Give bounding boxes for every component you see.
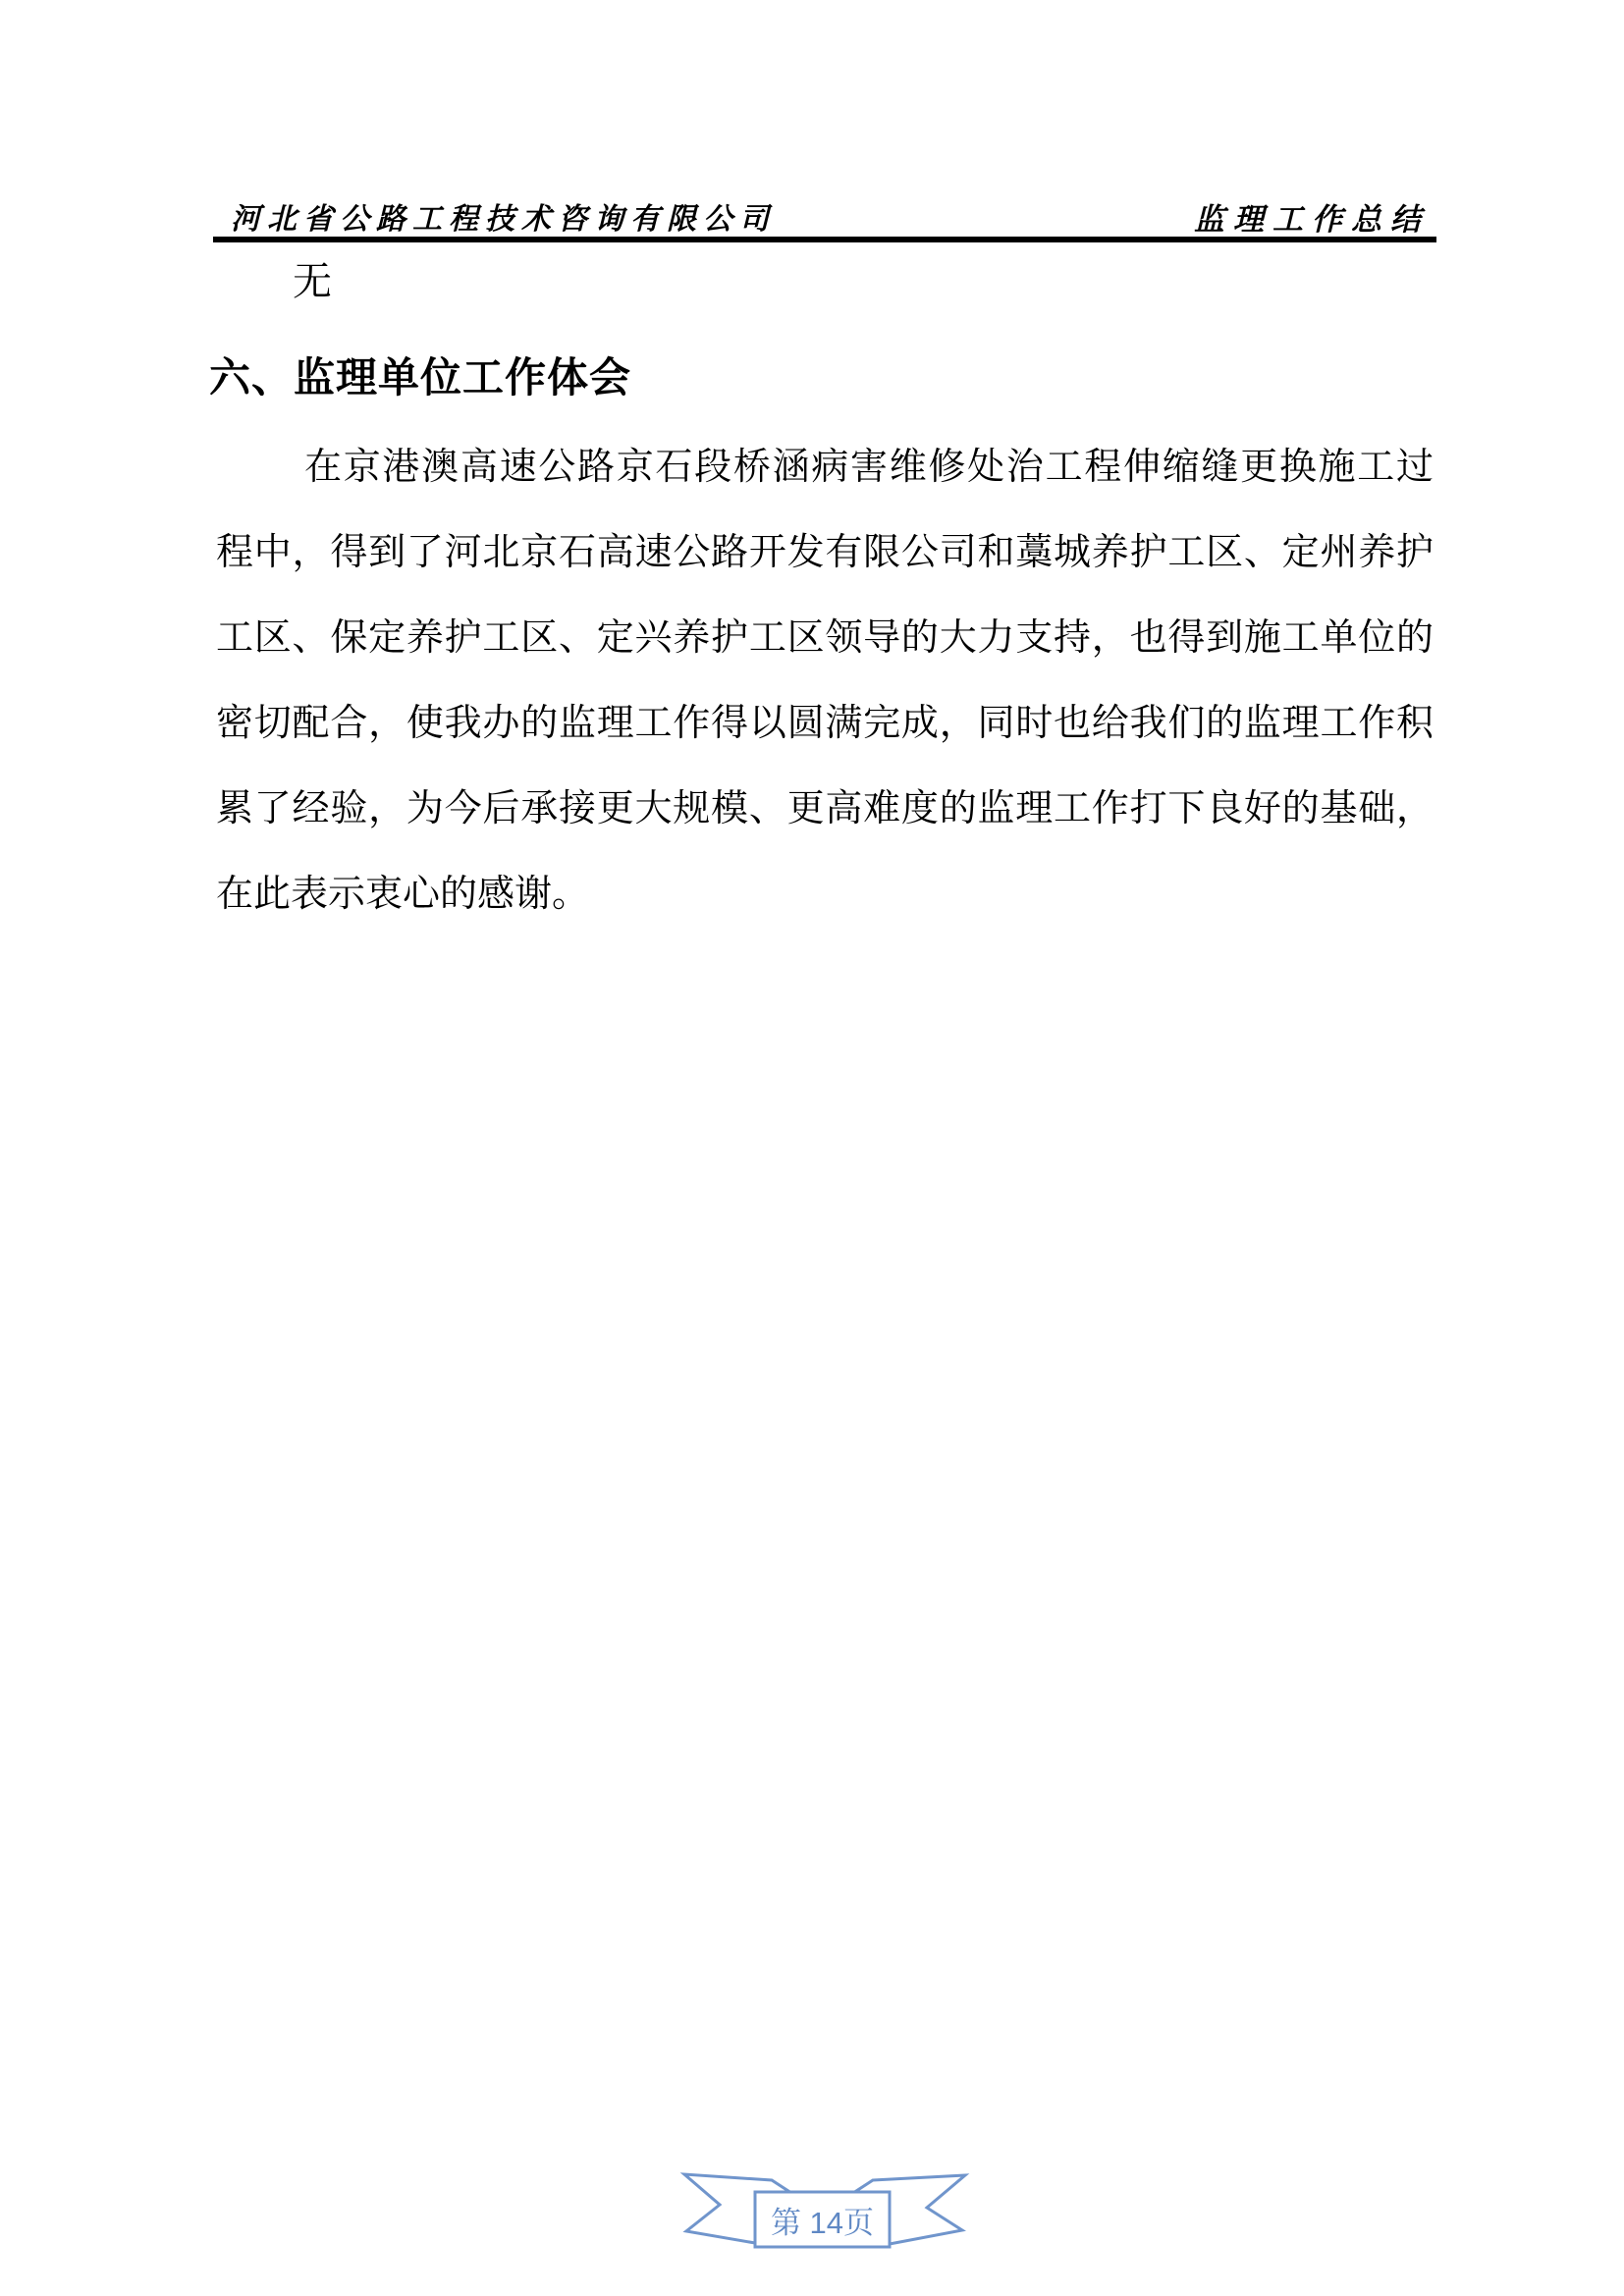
header-company-name: 河北省公路工程技术咨询有限公司	[231, 203, 776, 236]
paragraph-line: 程中，得到了河北京石高速公路开发有限公司和藁城养护工区、定州养护	[216, 532, 1434, 573]
section-heading: 六、监理单位工作体会	[209, 354, 632, 400]
page-number-label: 第 14页	[770, 2206, 875, 2240]
paragraph-line: 密切配合，使我办的监理工作得以圆满完成，同时也给我们的监理工作积	[216, 703, 1434, 744]
body-paragraph	[216, 425, 1434, 937]
header-double-rule	[213, 237, 1436, 242]
answer-none-text: 无	[293, 259, 332, 303]
paragraph-line: 在此表示衷心的感谢。	[216, 874, 590, 915]
paragraph-line: 在京港澳高速公路京石段桥涵病害维修处治工程伸缩缝更换施工过	[304, 447, 1434, 488]
paragraph-line: 工区、保定养护工区、定兴养护工区领导的大力支持，也得到施工单位的	[216, 617, 1434, 659]
paragraph-line: 累了经验，为今后承接更大规模、更高难度的监理工作打下良好的基础，	[216, 788, 1434, 829]
header-doc-title: 监理工作总结	[1194, 202, 1430, 237]
